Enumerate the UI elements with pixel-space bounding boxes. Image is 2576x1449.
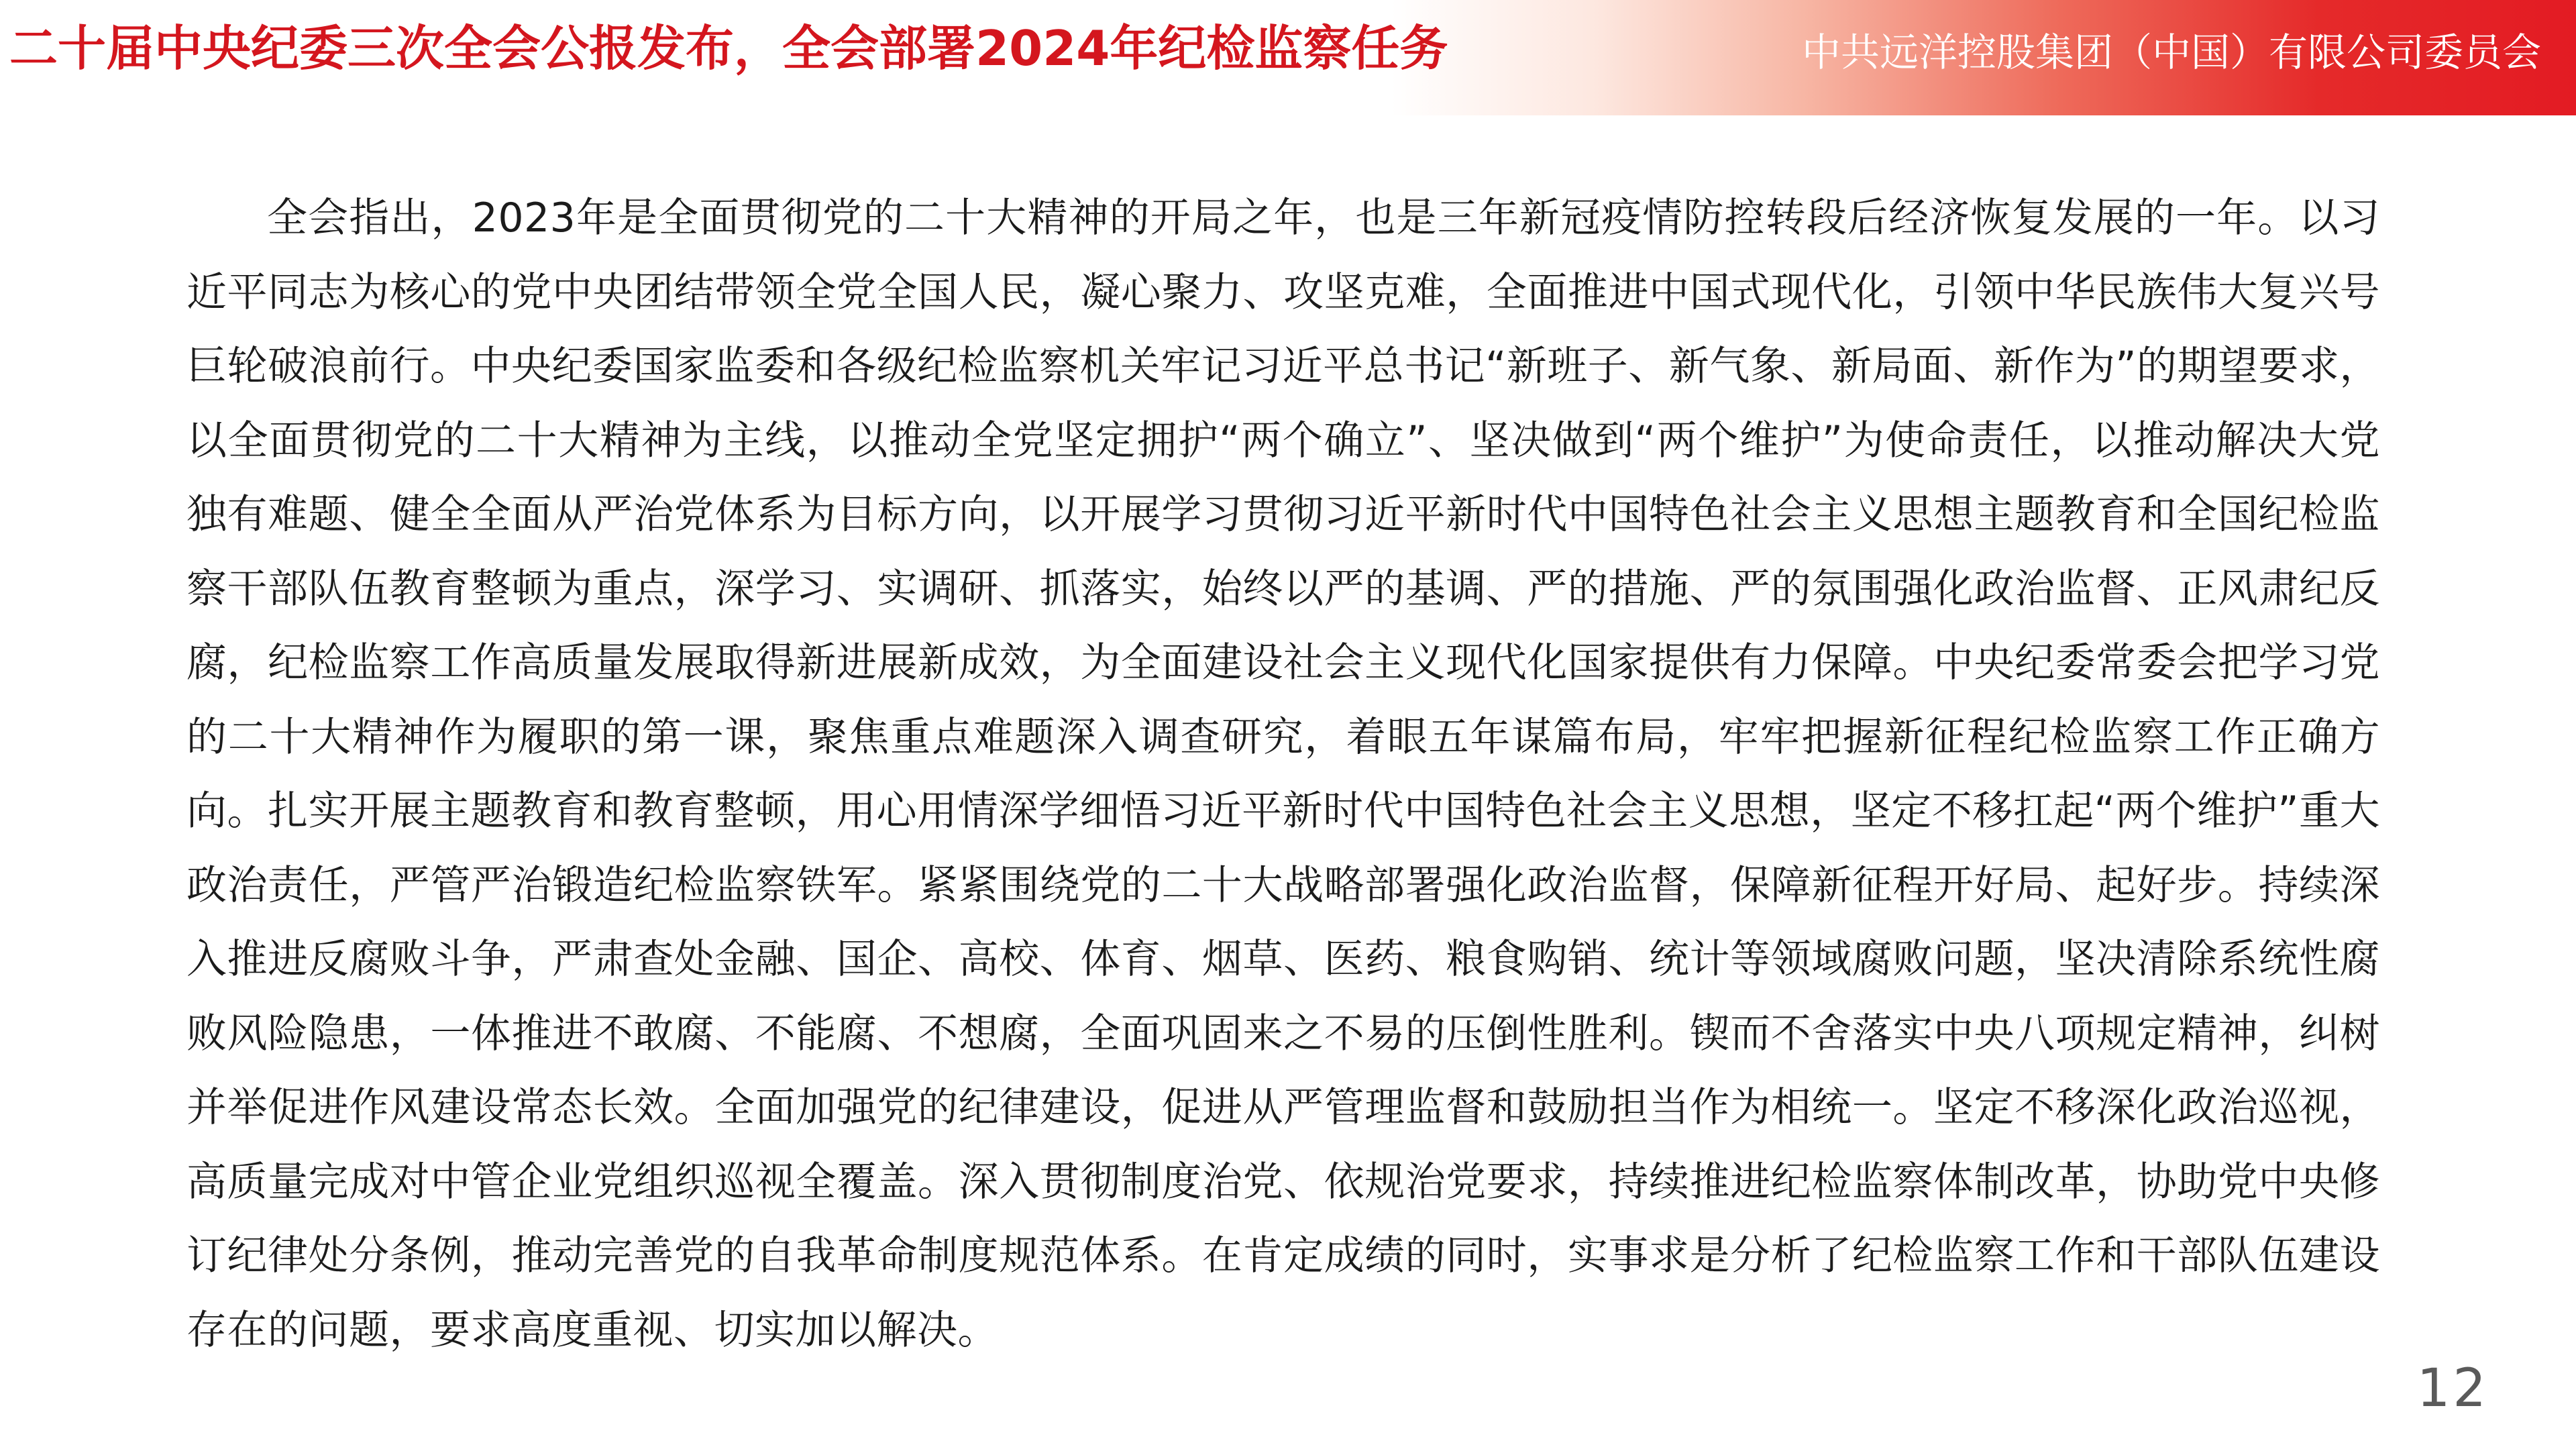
slide-title: 二十届中央纪委三次全会公报发布，全会部署2024年纪检监察任务 [9,20,1448,76]
page-number: 12 [2416,1358,2489,1419]
body-paragraph: 全会指出，2023年是全面贯彻党的二十大精神的开局之年，也是三年新冠疫情防控转段后经济恢复发展的一年。以习近平同志为核心的党中央团结带领全党全国人民，凝心聚力、攻坚克难，全面推进中国式现代化，引领中华民族伟大复兴号巨轮破浪前行。中央纪委国家监委和各级纪检监察机关牢记习近平总书记“新班子、新气象、新局面、新作为”的期望要求，以全面贯彻党的二十大精神为主线，以推动全党坚定拥护“两个确立”、坚决做到“两个维护”为使命责任，以推动解决大党独有难题、健全全面从严治党体系为目标方向，以开展学习贯彻习近平新时代中国特色社会主义思想主题教育和全国纪检监察干部队伍教育整顿为重点，深学习、实调研、抓落实，始终以严的基调、严的措施、严的氛围强化政治监督、正风肃纪反腐，纪检监察工作高质量发展取得新进展新成效，为全面建设社会主义现代化国家提供有力保障。中央纪委常委会把学习党的二十大精神作为履职的第一课，聚焦重点难题深入调查研究，着眼五年谋篇布局，牢牢把握新征程纪检监察工作正确方向。扎实开展主题教育和教育整顿，用心用情深学细悟习近平新时代中国特色社会主义思想，坚定不移扛起“两个维护”重大政治责任，严管严治锻造纪检监察铁军。紧紧围绕党的二十大战略部署强化政治监督，保障新征程开好局、起好步。持续深入推进反腐败斗争，严肃查处金融、国企、高校、体育、烟草、医药、粮食购销、统计等领域腐败问题，坚决清除系统性腐败风险隐患，一体推进不敢腐、不能腐、不想腐，全面巩固来之不易的压倒性胜利。锲而不舍落实中央八项规定精神，纠树并举促进作风建设常态长效。全面加强党的纪律建设，促进从严管理监督和鼓励担当作为相统一。坚定不移深化政治巡视，高质量完成对中管企业党组织巡视全覆盖。深入贯彻制度治党、依规治党要求，持续推进纪检监察体制改革，协助党中央修订纪律处分条例，推动完善党的自我革命制度规范体系。在肯定成绩的同时，实事求是分析了纪检监察工作和干部队伍建设存在的问题，要求高度重视、切实加以解决。 [186,195,2380,1354]
organization-name: 中共远洋控股集团（中国）有限公司委员会 [1801,30,2541,75]
